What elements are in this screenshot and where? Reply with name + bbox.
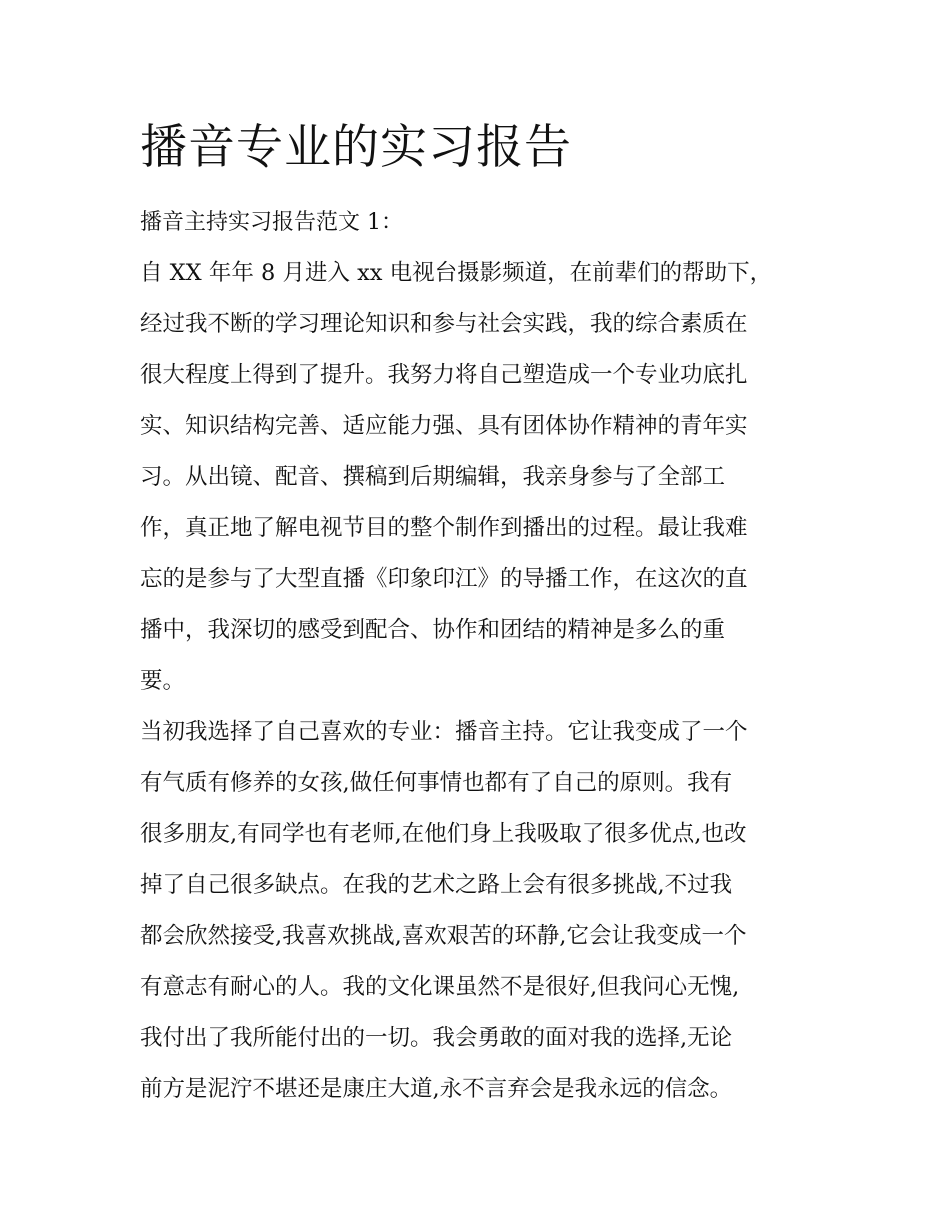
- document-title: 播音专业的实习报告: [140, 120, 572, 175]
- paragraph-line: 前方是泥泞不堪还是康庄大道,永不言弃会是我永远的信念。: [140, 1076, 733, 1102]
- paragraph-line: 忘的是参与了大型直播《印象印江》的导播工作，在这次的直: [140, 566, 748, 592]
- paragraph-line: 很大程度上得到了提升。我努力将自己塑造成一个专业功底扎: [140, 362, 748, 388]
- paragraph-line: 掉了自己很多缺点。在我的艺术之路上会有很多挑战,不过我: [140, 872, 733, 898]
- paragraph-line: 有意志有耐心的人。我的文化课虽然不是很好,但我问心无愧,: [140, 974, 740, 1000]
- paragraph-line: 要。: [140, 668, 186, 694]
- section-subtitle: 播音主持实习报告范文 1：: [140, 210, 403, 235]
- paragraph-line: 习。从出镜、配音、撰稿到后期编辑，我亲身参与了全部工: [140, 464, 726, 490]
- paragraph-line: 我付出了我所能付出的一切。我会勇敢的面对我的选择,无论: [140, 1025, 733, 1051]
- paragraph-line: 经过我不断的学习理论知识和参与社会实践，我的综合素质在: [140, 311, 748, 337]
- paragraph-line: 实、知识结构完善、适应能力强、具有团体协作精神的青年实: [140, 413, 748, 439]
- paragraph-line: 当初我选择了自己喜欢的专业：播音主持。它让我变成了一个: [140, 719, 748, 745]
- paragraph-line: 自 XX 年年 8 月进入 xx 电视台摄影频道，在前辈们的帮助下，: [140, 260, 773, 286]
- paragraph-line: 都会欣然接受,我喜欢挑战,喜欢艰苦的环静,它会让我变成一个: [140, 923, 747, 949]
- paragraph-line: 作，真正地了解电视节目的整个制作到播出的过程。最让我难: [140, 515, 748, 541]
- paragraph-line: 播中，我深切的感受到配合、协作和团结的精神是多么的重: [140, 617, 726, 643]
- paragraph-line: 有气质有修养的女孩,做任何事情也都有了自己的原则。我有: [140, 770, 733, 796]
- paragraph-line: 很多朋友,有同学也有老师,在他们身上我吸取了很多优点,也改: [140, 821, 747, 847]
